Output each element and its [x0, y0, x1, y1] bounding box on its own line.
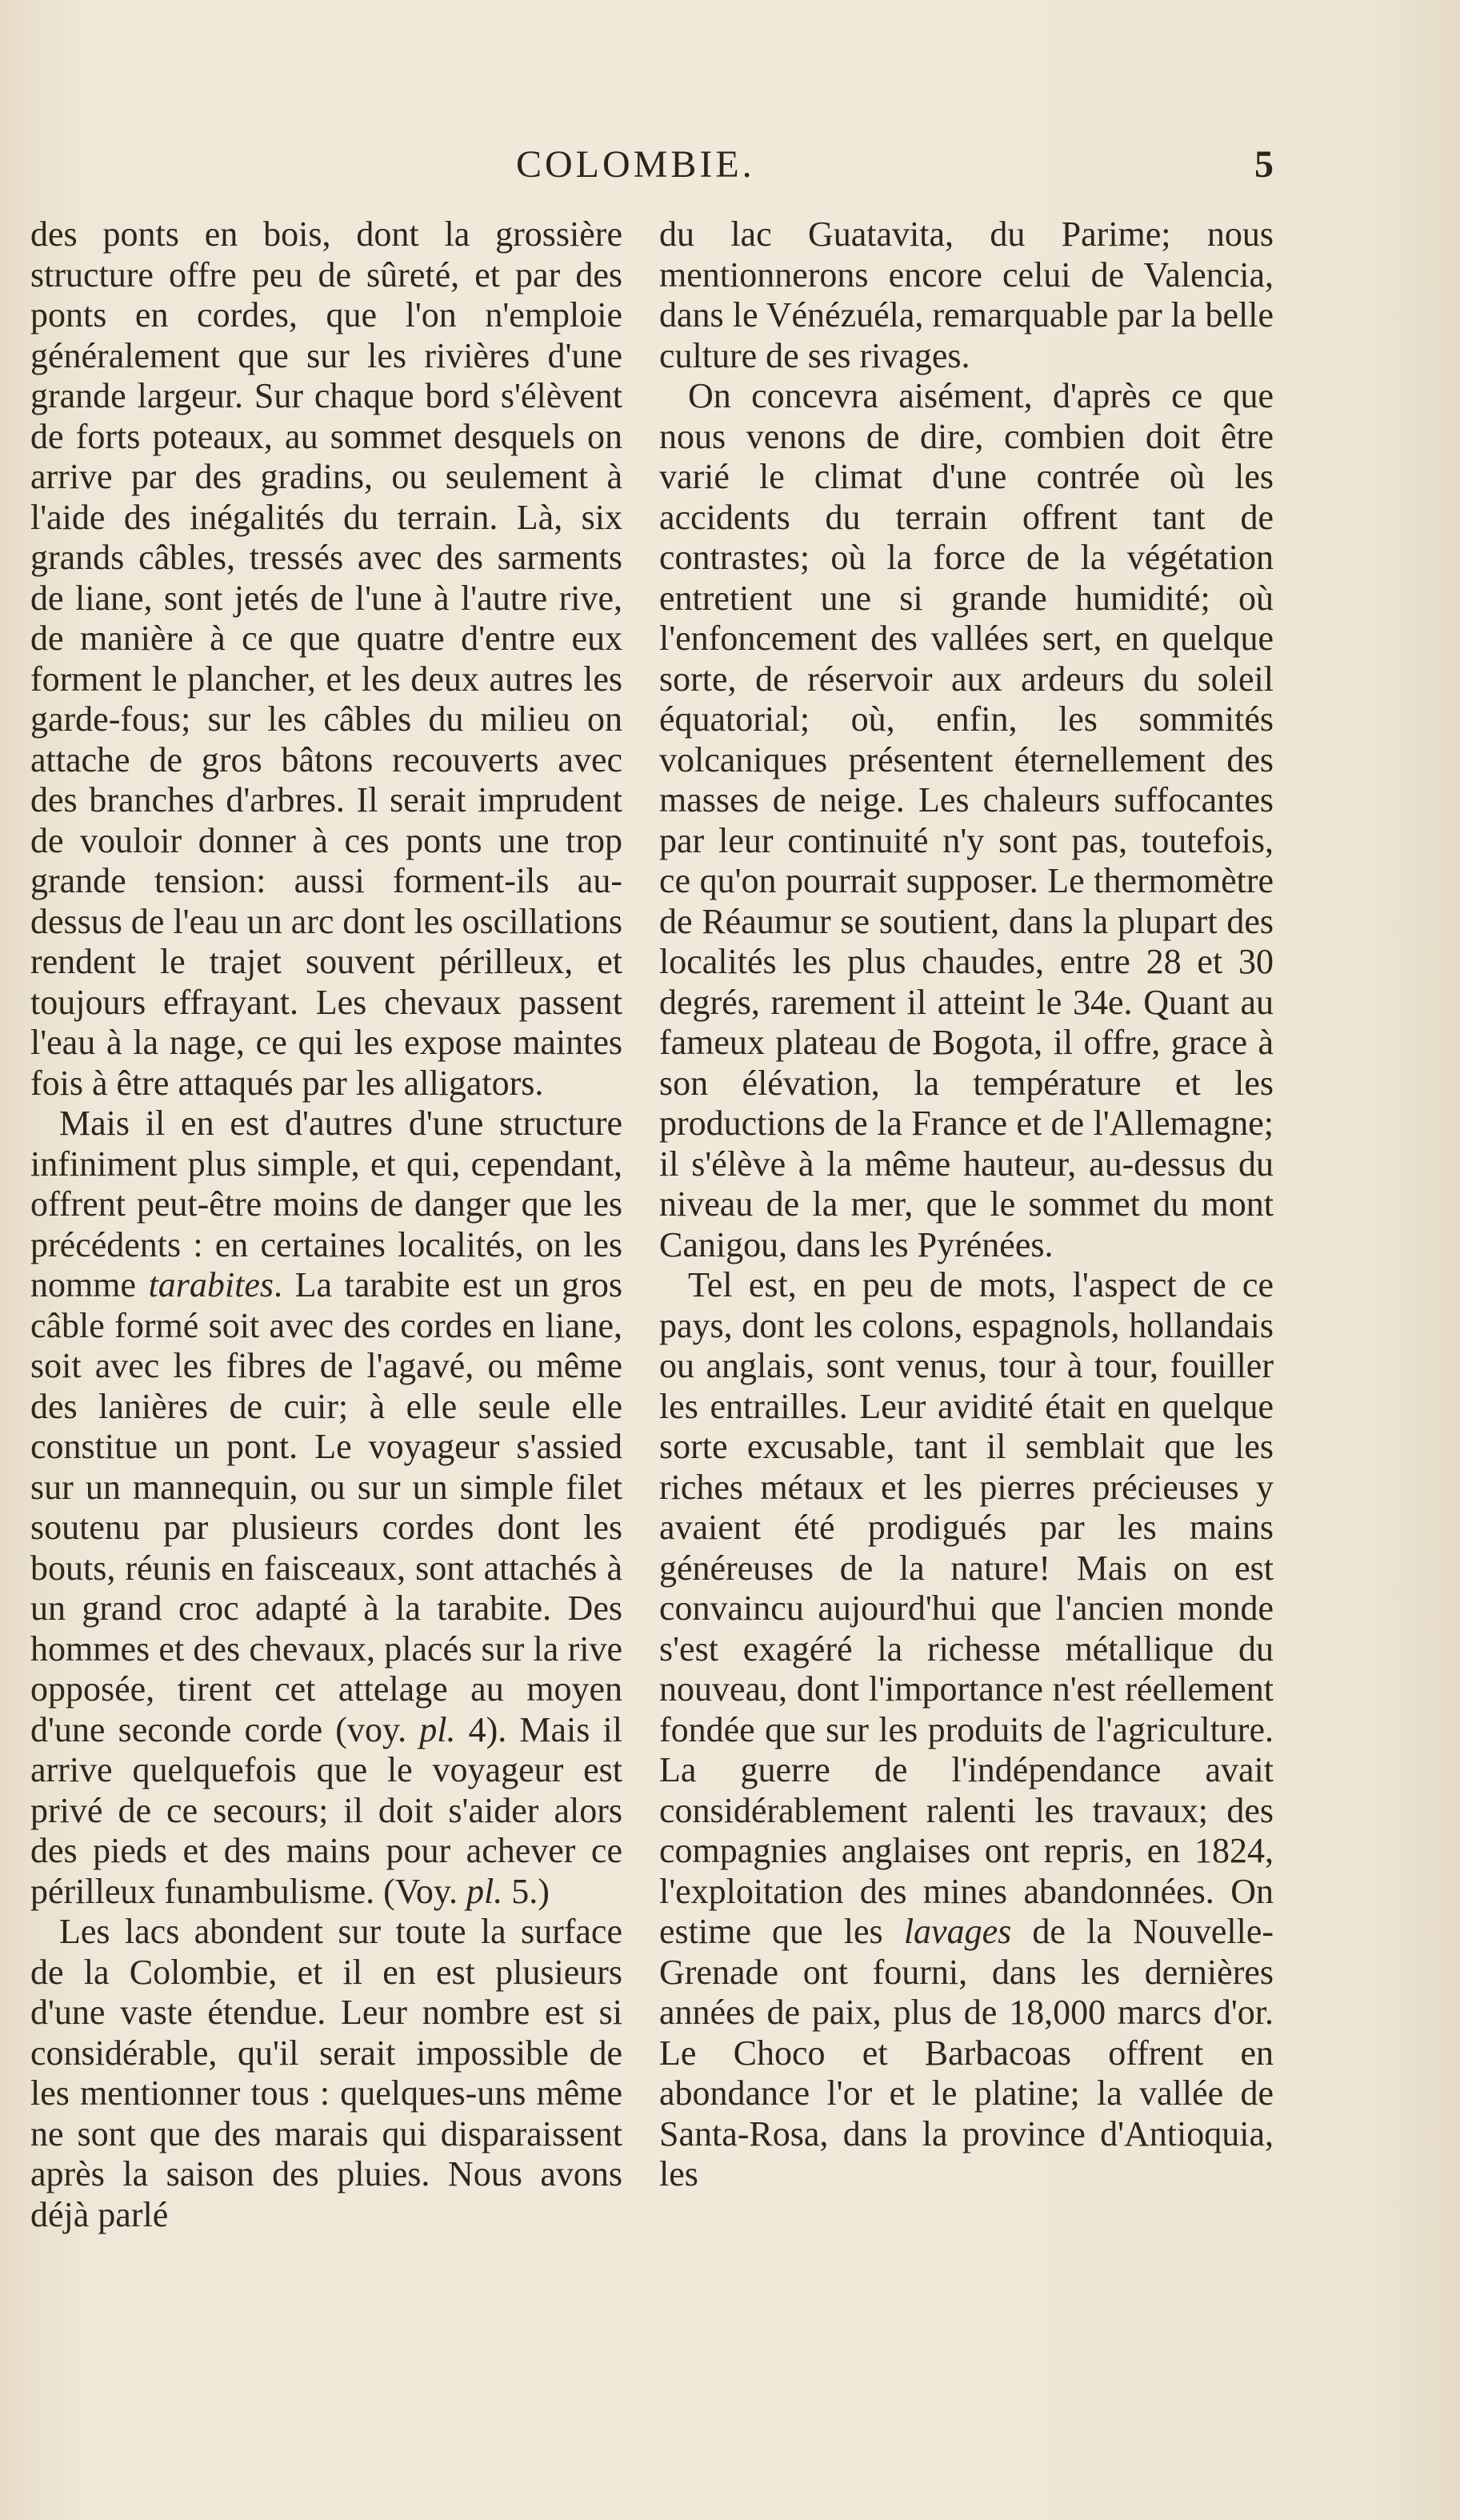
paragraph	[30, 1104, 622, 1912]
text-run: des ponts en bois, dont la grossière structure offre peu de sûreté, et par des ponts en cordes, que l'on n'emploie généralement que sur les rivières d'une grande largeur. Sur chaque bord s'élèvent de forts poteaux, au sommet desquels on arrive par des gradins, ou seulement à l'aide des inégalités du terrain. Là, six grands câbles, tressés avec des sarments de liane, sont jetés de l'une à l'autre rive, de manière à ce que quatre d'entre eux forment le plancher, et les deux autres les garde-fous; sur les câbles du milieu on attache de gros bâtons recouverts avec des branches d'arbres. Il serait imprudent de vouloir donner à ces ponts une trop grande tension: aussi forment-ils au-dessus de l'eau un arc dont les oscillations rendent le trajet souvent périlleux, et toujours effrayant. Les chevaux passent l'eau à la nage, ce qui les expose maintes fois à être attaqués par les alligators.	[30, 214, 622, 1103]
italic-term: tarabites	[148, 1265, 274, 1304]
paragraph	[30, 214, 622, 1104]
page-number: 5	[1254, 143, 1274, 186]
paragraph	[659, 376, 1274, 1265]
right-column	[659, 214, 1274, 2195]
paragraph	[659, 1265, 1274, 2195]
left-column	[30, 214, 622, 2235]
text-run: . La tarabite est un gros câble formé soit avec des cordes en liane, soit avec les fibres de l'agavé, ou même des lanières de cuir; à elle seule elle constitue un pont. Le voyageur s'assied sur un mannequin, ou sur un simple filet soutenu par plusieurs cordes dont les bouts, réunis en faisceaux, sont attachés à un grand croc adapté à la tarabite. Des hommes et des chevaux, placés sur la rive opposée, tirent cet attelage au moyen d'une seconde corde (voy.	[30, 1265, 622, 1749]
text-run: 5.)	[502, 1871, 550, 1911]
text-run: On concevra aisément, d'après ce que nous venons de dire, combien doit être varié le climat d'une contrée où les accidents du terrain offrent tant de contrastes; où la force de la végétation entretient une si grande humidité; où l'enfoncement des vallées sert, en quelque sorte, de réservoir aux ardeurs du soleil équatorial; où, enfin, les sommités volcaniques présentent éternellement des masses de neige. Les chaleurs suffocantes par leur continuité n'y sont pas, toutefois, ce qu'on pourrait supposer. Le thermomètre de Réaumur se soutient, dans la plupart des localités les plus chaudes, entre 28 et 30 degrés, rarement il atteint le 34e. Quant au fameux plateau de Bogota, il offre, grace à son élévation, la température et les productions de la France et de l'Allemagne; il s'élève à la même hauteur, au-dessus du niveau de la mer, que le sommet du mont Canigou, dans les Pyrénées.	[659, 376, 1274, 1264]
italic-term: pl.	[466, 1871, 503, 1911]
text-run: Mais il en est d'autres d'une structure infiniment plus simple, et qui, cependant, offrent peut-être moins de danger que les précédents : en certaines localités, on les nomme	[30, 1104, 622, 1304]
text-run: du lac Guatavita, du Parime; nous mentionnerons encore celui de Valencia, dans le Vénézuéla, remarquable par la belle culture de ses rivages.	[659, 214, 1274, 375]
text-run: Les lacs abondent sur toute la surface de la Colombie, et il en est plusieurs d'une vaste étendue. Leur nombre est si considérable, qu'il serait impossible de les mentionner tous : quelques-uns même ne sont que des marais qui disparaissent après la saison des pluies. Nous avons déjà parlé	[30, 1912, 622, 2234]
running-head	[0, 142, 1460, 198]
running-title: COLOMBIE.	[516, 143, 755, 186]
text-run: 4). Mais il arrive quelquefois que le voyageur est privé de ce secours; il doit s'aider alors des pieds et des mains pour achever ce périlleux funambulisme. (Voy.	[30, 1709, 622, 1911]
paragraph	[30, 1912, 622, 2235]
text-run: Tel est, en peu de mots, l'aspect de ce pays, dont les colons, espagnols, hollandais ou anglais, sont venus, tour à tour, fouiller les entrailles. Leur avidité était en quelque sorte excusable, tant il semblait que les riches métaux et les pierres précieuses y avaient été prodigués par les mains généreuses de la nature! Mais on est convaincu aujourd'hui que l'ancien monde s'est exagéré la richesse métallique du nouveau, dont l'importance n'est réellement fondée que sur les produits de l'agriculture. La guerre de l'indépendance avait considérablement ralenti les travaux; des compagnies anglaises ont repris, en 1824, l'exploitation des mines abandonnées. On estime que les	[659, 1265, 1274, 1951]
italic-term: pl.	[419, 1709, 456, 1749]
text-run: de la Nouvelle-Grenade ont fourni, dans les dernières années de paix, plus de 18,000 marcs d'or. Le Choco et Barbacoas offrent en abondance l'or et le platine; la vallée de Santa-Rosa, dans la province d'Antioquia, les	[659, 1912, 1274, 2193]
italic-term: lavages	[903, 1912, 1012, 1951]
paragraph	[659, 214, 1274, 376]
